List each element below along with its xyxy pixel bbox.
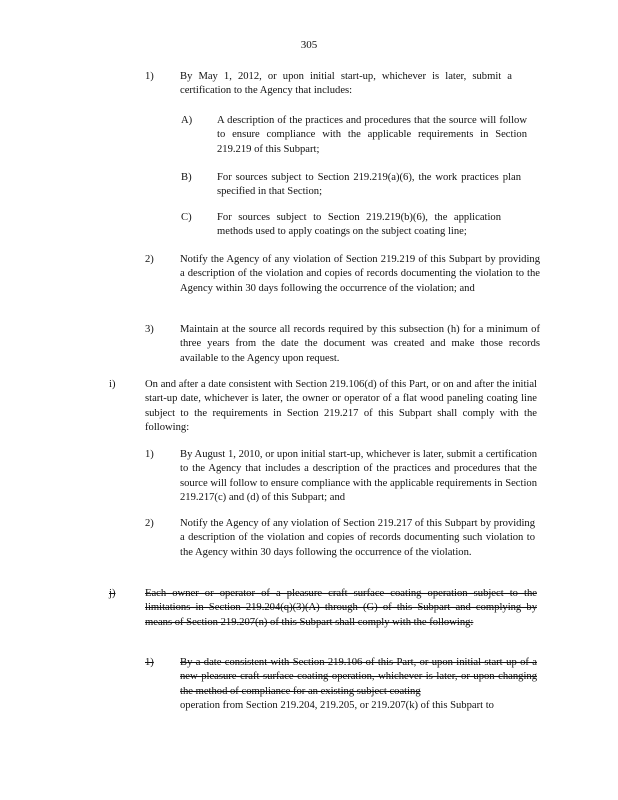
item-text: Notify the Agency of any violation of Section 219.219 of this Subpart by providing a description of the violation and copies of records documenting the violation to the Agency within 30 days following the occurrence of the violation; and	[180, 254, 540, 294]
item-text: Maintain at the source all records required by this subsection (h) for a minimum of three years from the date the document was created and make those records available to the Agency upon request.	[180, 324, 540, 364]
item-label: B)	[181, 172, 192, 183]
item-text: On and after a date consistent with Section 219.106(d) of this Part, or on and after the initial start-up date, whichever is later, the owner or operator of a flat wood paneling coating line subject to the requirements in Section 219.217 of this Subpart shall comply with the following:	[145, 379, 537, 433]
item-label: 1)	[145, 657, 154, 668]
item-label: 3)	[145, 324, 154, 335]
item-label: i)	[109, 379, 116, 390]
item-label: 2)	[145, 254, 154, 265]
item-label: j)	[109, 588, 116, 599]
item-label: 2)	[145, 518, 154, 529]
item-label: C)	[181, 212, 192, 223]
item-label: A)	[181, 115, 193, 126]
item-text: Each owner or operator of a pleasure craft surface coating operation subject to the limitations in Section 219.204(q)(3)(A) through (G) of this Subpart and complying by means of Section 219.207(n) of this Subpart shall comply with the following:	[145, 588, 537, 628]
item-label: 1)	[145, 71, 154, 82]
item-label: 1)	[145, 449, 154, 460]
item-text-tail: operation from Section 219.204, 219.205, or 219.207(k) of this Subpart to	[180, 699, 494, 711]
page-number: 305	[300, 39, 318, 51]
item-text: For sources subject to Section 219.219(a)(6), the work practices plan specified in that Section;	[217, 172, 521, 198]
item-text: For sources subject to Section 219.219(b)(6), the application methods used to apply coatings on the subject coating line;	[217, 212, 501, 238]
item-text: By a date consistent with Section 219.106 of this Part, or upon initial start-up of a new pleasure craft surface coating operation, whichever is later, or upon changing the method of compliance for an existing subject coating	[180, 657, 537, 697]
item-text: By August 1, 2010, or upon initial start-up, whichever is later, submit a certification to the Agency that includes a description of the practices and procedures that the source will follow to ensure compliance with the applicable requirements in Section 219.217(c) and (d) of this Subpart; and	[180, 449, 537, 503]
item-text: A description of the practices and procedures that the source will follow to ensure compliance with the applicable requirements in Section 219.219 of this Subpart;	[217, 115, 527, 155]
item-text: By May 1, 2012, or upon initial start-up, whichever is later, submit a certification to the Agency that includes:	[180, 71, 512, 97]
item-text: Notify the Agency of any violation of Section 219.217 of this Subpart by providing a description of the violation and copies of records documenting such violation to the Agency within 30 days following the occurrence of the violation.	[180, 518, 535, 558]
